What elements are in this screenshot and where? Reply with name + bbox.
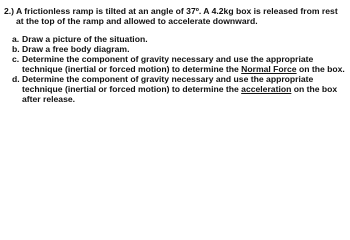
sub-question-text-before: Determine the component of gravity necessary and use the appropriate technique (inertial or forced motion) to determine the — [22, 54, 314, 74]
underlined-term-normal-force: Normal Force — [241, 64, 297, 74]
sub-question-text: Draw a picture of the situation. — [22, 34, 148, 44]
sub-question-text-after: on the box after release. — [22, 84, 338, 104]
sub-question-d — [12, 74, 346, 104]
sub-question-letter: d. — [12, 74, 20, 84]
sub-question-list — [12, 34, 346, 104]
problem-row — [4, 6, 346, 26]
problem-number: 2.) — [4, 6, 15, 16]
sub-question-text: Draw a free body diagram. — [22, 44, 130, 54]
sub-question-text-before: Determine the component of gravity necessary and use the appropriate technique (inertial or forced motion) to determine the — [22, 74, 314, 94]
sub-question-letter: b. — [12, 44, 20, 54]
sub-question-letter: a. — [12, 34, 20, 44]
sub-question-text — [22, 54, 346, 74]
underlined-term-acceleration: acceleration — [241, 84, 292, 94]
sub-question-b — [12, 44, 346, 54]
sub-question-a — [12, 34, 346, 44]
problem-text: A frictionless ramp is tilted at an angle of 37º. A 4.2kg box is released from rest at the top of the ramp and allowed to accelerate downward. — [16, 6, 338, 26]
sub-question-text — [22, 74, 346, 104]
problem-statement — [4, 6, 346, 26]
sub-question-c — [12, 54, 346, 74]
sub-question-text-after: on the box. — [296, 64, 345, 74]
sub-question-letter: c. — [12, 54, 20, 64]
